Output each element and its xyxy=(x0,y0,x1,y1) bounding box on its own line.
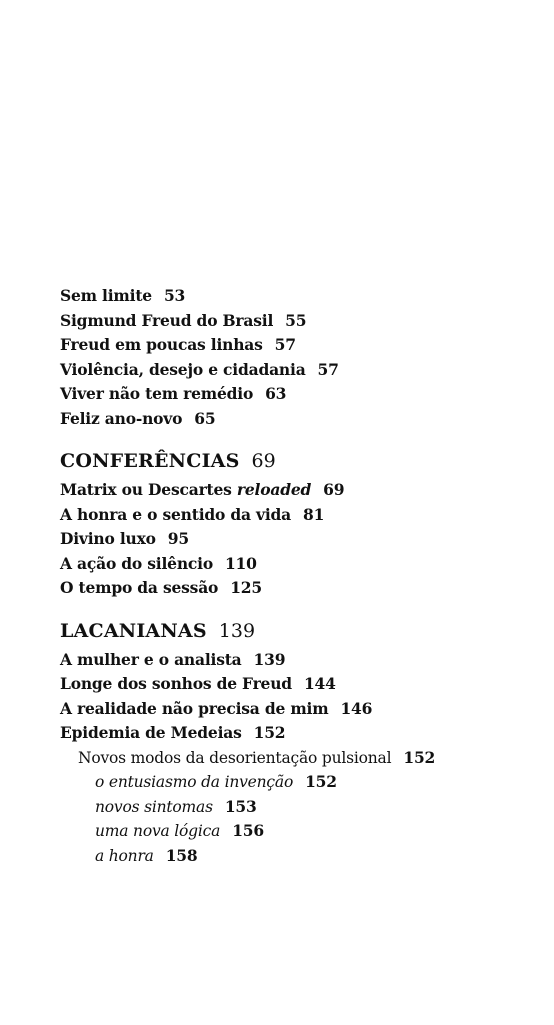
toc-entry xyxy=(60,358,530,383)
section-heading-conferencias xyxy=(60,446,530,476)
toc-entry xyxy=(60,576,530,601)
entry-title: Epidemia de Medeias xyxy=(60,723,242,742)
entry-title: Sigmund Freud do Brasil xyxy=(60,310,274,330)
toc-entry xyxy=(60,552,530,577)
entry-page: 53 xyxy=(163,286,186,305)
entry-page: 69 xyxy=(323,480,345,499)
entry-title: A ação do silêncio xyxy=(60,553,213,573)
entry-title: Matrix ou Descartes xyxy=(60,480,237,499)
entry-page: 95 xyxy=(167,529,189,548)
toc-entry xyxy=(60,672,530,697)
entry-title: A realidade não precisa de mim xyxy=(60,698,329,718)
entry-title: A mulher e o analista xyxy=(60,649,242,669)
subsubentry-page: 156 xyxy=(232,821,264,840)
section-heading-lacanianas xyxy=(60,616,530,646)
subsubentry-title: uma nova lógica xyxy=(95,822,221,840)
subentry-page: 152 xyxy=(403,747,436,767)
toc-subsubentry xyxy=(60,770,530,795)
toc-entry xyxy=(60,503,530,528)
entry-title: Divino luxo xyxy=(60,529,156,548)
entry-title: Feliz ano-novo xyxy=(60,408,183,428)
entry-page: 81 xyxy=(303,504,325,524)
section-title: CONFERÊNCIAS xyxy=(60,450,240,472)
entry-page: 139 xyxy=(253,649,286,669)
subsubentry-page: 152 xyxy=(305,772,337,791)
entry-title: Viver não tem remédio xyxy=(60,384,254,403)
toc-entry xyxy=(60,697,530,722)
toc-entry xyxy=(60,284,530,309)
entry-page: 110 xyxy=(224,553,257,573)
section-page: 69 xyxy=(251,450,276,472)
entry-title: Freud em poucas linhas xyxy=(60,335,263,354)
entry-title-italic: reloaded xyxy=(236,480,312,499)
section-title: LACANIANAS xyxy=(60,619,207,642)
entry-page: 125 xyxy=(230,578,262,597)
table-of-contents xyxy=(60,284,530,868)
toc-subentry xyxy=(60,746,530,771)
entry-page: 152 xyxy=(253,723,286,742)
toc-subsubentry xyxy=(60,795,530,820)
toc-subsubentry xyxy=(60,819,530,844)
entry-title: Longe dos sonhos de Freud xyxy=(60,674,292,693)
toc-entry xyxy=(60,309,530,334)
toc-entry xyxy=(60,333,530,358)
entry-page: 63 xyxy=(265,384,287,403)
toc-subsubentry xyxy=(60,844,530,869)
section-page: 139 xyxy=(218,619,256,642)
entry-title: O tempo da sessão xyxy=(60,578,219,597)
toc-entry xyxy=(60,382,530,407)
entry-page: 57 xyxy=(274,335,296,354)
entry-page: 65 xyxy=(194,408,216,428)
entry-page: 146 xyxy=(340,698,373,718)
entry-title: Violência, desejo e cidadania xyxy=(60,359,306,379)
entry-page: 57 xyxy=(317,359,339,379)
subsubentry-title: o entusiasmo da invenção xyxy=(95,773,294,791)
entry-title: A honra e o sentido da vida xyxy=(60,504,292,524)
subsubentry-title: a honra xyxy=(95,846,154,865)
subsubentry-title: novos sintomas xyxy=(95,797,213,816)
entry-page: 144 xyxy=(303,674,336,693)
toc-entry xyxy=(60,478,530,503)
toc-entry xyxy=(60,407,530,432)
subsubentry-page: 153 xyxy=(224,796,257,816)
toc-entry xyxy=(60,527,530,552)
entry-title: Sem limite xyxy=(60,286,152,305)
entry-page: 55 xyxy=(285,310,307,330)
subsubentry-page: 158 xyxy=(165,845,198,865)
toc-entry xyxy=(60,721,530,746)
toc-entry xyxy=(60,648,530,673)
subentry-title: Novos modos da desorientação pulsional xyxy=(78,748,392,767)
